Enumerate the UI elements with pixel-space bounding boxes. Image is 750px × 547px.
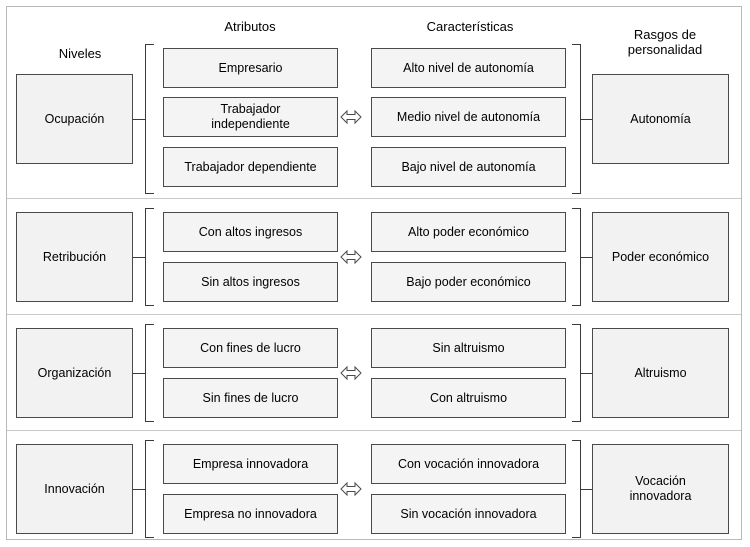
- level-box-retribucion: Retribución: [16, 212, 133, 302]
- level-box-innovacion: Innovación: [16, 444, 133, 534]
- attribute-box-empresa-no-innovadora: Empresa no innovadora: [163, 494, 338, 534]
- bracket-characteristics-row1: [572, 44, 581, 194]
- characteristic-box-sin-vocacion: Sin vocación innovadora: [371, 494, 566, 534]
- connector-level-to-attributes-row3: [133, 373, 146, 374]
- row-separator-1: [7, 198, 741, 199]
- characteristic-box-medio-autonomia: Medio nivel de autonomía: [371, 97, 566, 137]
- bracket-attributes-row3: [145, 324, 154, 422]
- trait-box-altruismo: Altruismo: [592, 328, 729, 418]
- level-box-ocupacion: Ocupación: [16, 74, 133, 164]
- bracket-attributes-row2: [145, 208, 154, 306]
- trait-box-vocacion-innovadora: [592, 444, 729, 534]
- trait-box-autonomia: Autonomía: [592, 74, 729, 164]
- bracket-attributes-row1: [145, 44, 154, 194]
- trait-box-vocacion-line1: Vocación: [635, 474, 686, 488]
- column-header-rasgos-line1: Rasgos de: [633, 27, 697, 42]
- attribute-box-trabajador-dependiente: Trabajador dependiente: [163, 147, 338, 187]
- attribute-box-trabajador-independiente: Trabajador independiente: [163, 97, 338, 137]
- connector-level-to-attributes-row1: [133, 119, 146, 120]
- double-arrow-icon-row1: [340, 108, 362, 126]
- column-header-niveles: Niveles: [58, 46, 102, 61]
- characteristic-box-alto-autonomia: Alto nivel de autonomía: [371, 48, 566, 88]
- column-header-rasgos: [600, 27, 730, 57]
- attribute-box-empresa-innovadora: Empresa innovadora: [163, 444, 338, 484]
- double-arrow-icon-row3: [340, 364, 362, 382]
- double-arrow-icon-row2: [340, 248, 362, 266]
- attribute-box-con-altos-ingresos: Con altos ingresos: [163, 212, 338, 252]
- column-header-rasgos-line2: personalidad: [627, 42, 703, 57]
- characteristic-box-bajo-poder: Bajo poder económico: [371, 262, 566, 302]
- trait-box-poder-economico: Poder económico: [592, 212, 729, 302]
- attribute-box-sin-fines-lucro: Sin fines de lucro: [163, 378, 338, 418]
- characteristic-box-bajo-autonomia: Bajo nivel de autonomía: [371, 147, 566, 187]
- connector-level-to-attributes-row2: [133, 257, 146, 258]
- column-header-atributos: Atributos: [224, 19, 276, 34]
- attribute-box-con-fines-lucro: Con fines de lucro: [163, 328, 338, 368]
- characteristic-box-con-vocacion: Con vocación innovadora: [371, 444, 566, 484]
- bracket-characteristics-row4: [572, 440, 581, 538]
- characteristic-box-con-altruismo: Con altruismo: [371, 378, 566, 418]
- level-box-organizacion: Organización: [16, 328, 133, 418]
- characteristic-box-sin-altruismo: Sin altruismo: [371, 328, 566, 368]
- bracket-characteristics-row2: [572, 208, 581, 306]
- column-header-caracteristicas: Características: [426, 19, 514, 34]
- attribute-box-empresario: Empresario: [163, 48, 338, 88]
- bracket-characteristics-row3: [572, 324, 581, 422]
- connector-level-to-attributes-row4: [133, 489, 146, 490]
- double-arrow-icon-row4: [340, 480, 362, 498]
- characteristic-box-alto-poder: Alto poder económico: [371, 212, 566, 252]
- trait-box-vocacion-line2: innovadora: [629, 489, 692, 503]
- row-separator-3: [7, 430, 741, 431]
- attribute-box-sin-altos-ingresos: Sin altos ingresos: [163, 262, 338, 302]
- row-separator-2: [7, 314, 741, 315]
- bracket-attributes-row4: [145, 440, 154, 538]
